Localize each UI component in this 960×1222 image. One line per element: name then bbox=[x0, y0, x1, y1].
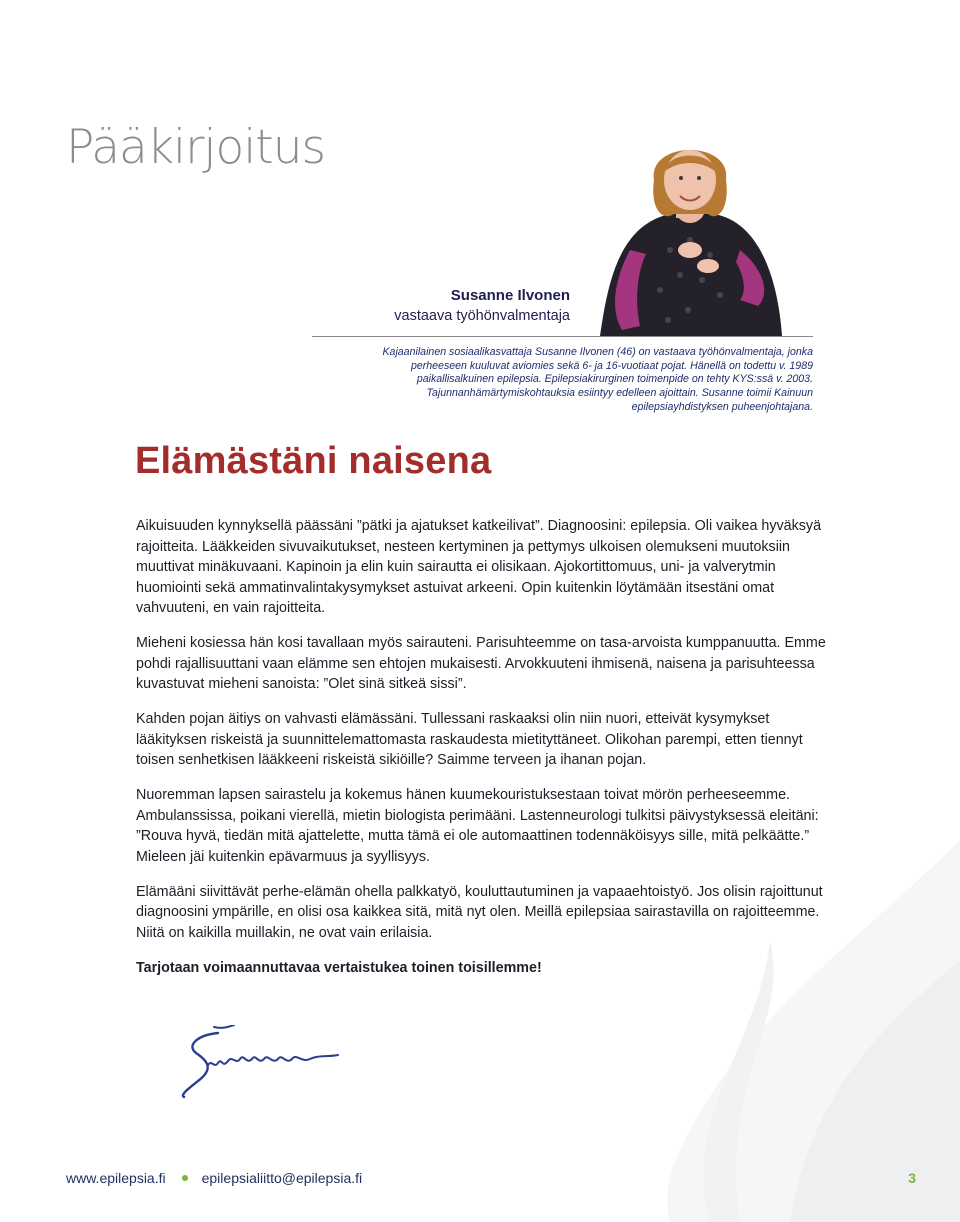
article-paragraph: Mieheni kosiessa hän kosi tavallaan myös sairauteni. Parisuhteemme on tasa-arvoista kumppanuutta. Emme pohdi rajallisuuttani vaan elämme sen ehtojen mukaisesti. Arvokkuuteni ihmisenä, naisena ja parisuhteessa kuvastuvat mieheni sanoista: ”Olet sinä sitkeä sissi”. bbox=[136, 635, 826, 692]
footer-contact bbox=[66, 1170, 362, 1186]
footer-website-link[interactable]: www.epilepsia.fi bbox=[66, 1170, 166, 1186]
article-closing: Tarjotaan voimaannuttavaa vertaistukea toinen toisillemme! bbox=[136, 959, 542, 976]
author-role: vastaava työhönvalmentaja bbox=[394, 308, 570, 324]
article-paragraph: Aikuisuuden kynnyksellä päässäni ”pätki ja ajatukset katkeilivat”. Diagnoosini: epilepsia. Oli vaikea hyväksyä rajoitteita. Lääkkeiden sivuvaikutukset, nesteen kertyminen ja pettymys ulkoisen olemukseni muutoksiin muuttivat minäkuvaani. Kapinoin ja elin kuin sairautta ei olisikaan. Ajokortittomuus, uni- ja valverytmin huomiointi sekä ammatinvalintakysymykset astuivat arkeeni. Opin kuitenkin löytämään itsestäni omat vahvuuteni, en vain rajoitteita. bbox=[136, 518, 822, 616]
author-name: Susanne Ilvonen bbox=[450, 287, 570, 304]
bullet-dot-icon bbox=[182, 1175, 188, 1181]
article-paragraph: Kahden pojan äitiys on vahvasti elämässäni. Tullessani raskaaksi olin niin nuori, etteivät kysymykset lääkityksen riskeistä ja suunnittelemattomasta raskaudesta mietityttäneet. Olikohan parempi, etten tiennyt toisen senhetkisen lääkkeeni riskeistä sikiöille? Saimme terveen ja ihanan pojan. bbox=[136, 711, 803, 768]
author-caption: Kajaanilainen sosiaalikasvattaja Susanne Ilvonen (46) on vastaava työhönvalmentaja, jonka perheeseen kuuluvat aviomies sekä 6- ja 16-vuotiaat pojat. Hänellä on todettu v. 1989 paikallisalkuinen epilepsia. Epilepsiakirurginen toimenpide on tehty KYS:ssä v. 2003. Tajunnanhämärtymiskohtauksia esiintyy edelleen ajoittain. Susanne toimii Kainuun epilepsiayhdistyksen puheenjohtajana. bbox=[382, 346, 813, 413]
signature-image bbox=[178, 1025, 348, 1100]
footer-email-link[interactable]: epilepsialiitto@epilepsia.fi bbox=[201, 1170, 363, 1186]
author-block bbox=[394, 286, 570, 326]
article-headline: Elämästäni naisena bbox=[135, 440, 492, 482]
article-body bbox=[136, 516, 826, 993]
page-title: Pääkirjoitus bbox=[66, 120, 326, 175]
divider-rule bbox=[312, 336, 813, 337]
article-paragraph: Elämääni siivittävät perhe-elämän ohella palkkatyö, kouluttautuminen ja vapaaehtoistyö. Jos olisin rajoittunut diagnoosini ympärille, en olisi osa kaikkea sitä, mitä nyt olen. Meillä epilepsiaa sairastavilla on rajoitteemme. Niitä on kaikilla muillakin, ne ovat vain erilaisia. bbox=[136, 883, 823, 941]
author-portrait bbox=[590, 130, 790, 336]
article-paragraph: Nuoremman lapsen sairastelu ja kokemus hänen kuumekouristuksestaan toivat mörön perheeseemme. Ambulanssissa, poikani vierellä, mietin biologista perimääni. Lastenneurologi tulkitsi päivystyksessä eleitäni: ”Rouva hyvä, tiedän mitä ajattelette, mutta tämä ei ole automaattinen todennäköisyys sille, mitä pelkäätte.” Mieleen jäi kuitenkin epävarmuus ja syyllisyys. bbox=[136, 787, 819, 865]
page-number: 3 bbox=[908, 1170, 916, 1186]
